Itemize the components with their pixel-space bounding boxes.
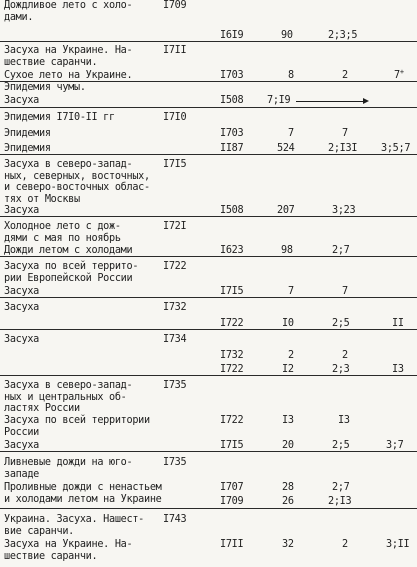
value-count: I2 [282, 364, 294, 375]
value-count: 98 [281, 245, 293, 256]
event-year: I735 [163, 457, 187, 468]
value-count: 524 [277, 143, 295, 154]
value-count: 28 [282, 482, 294, 493]
value-count: 32 [282, 539, 294, 550]
value-year: I732 [220, 350, 244, 361]
value-period: 2;3 [332, 364, 350, 375]
event-year: I722 [163, 261, 187, 272]
value-count: 2 [288, 350, 294, 361]
event-text: Засуха [4, 95, 40, 106]
value-year: I707 [220, 482, 244, 493]
value-count: 26 [282, 496, 294, 507]
value-year: I623 [220, 245, 244, 256]
event-text: Проливные дожди с ненастьем и холодами летом на Украине [4, 482, 162, 505]
event-text: Засуха [4, 334, 40, 345]
event-year: I7I0 [163, 112, 187, 123]
value-count: 7 [288, 286, 294, 297]
value-count: 90 [281, 30, 293, 41]
value-year: I709 [220, 496, 244, 507]
event-text: Сухое лето на Украине. Эпидемия чумы. [4, 70, 133, 93]
row-rule [0, 81, 417, 82]
value-period: 2;5 [332, 318, 350, 329]
value-year: I7I5 [220, 440, 244, 451]
value-extra: II [392, 318, 404, 329]
value-period: 2;5 [332, 440, 350, 451]
event-year: I72I [163, 221, 187, 232]
value-period: 7 [342, 286, 348, 297]
event-year: I7II [163, 45, 187, 56]
arrow-icon [296, 101, 364, 102]
row-rule [0, 508, 417, 509]
event-text: Холодное лето с дож- дями с мая по ноябрь [4, 221, 121, 244]
value-extra: 3;5;7 [381, 143, 411, 154]
event-text: Дождливое лето с холо- дами. [4, 0, 133, 23]
row-rule [0, 375, 417, 376]
value-year: I508 [220, 205, 244, 216]
value-extra-sup: + [399, 68, 404, 76]
event-text: Украина. Засуха. Нашест- вие саранчи. [4, 514, 145, 537]
value-extra: 7+ [394, 68, 404, 81]
event-text: Засуха по всей террито- рии Европейской России [4, 261, 139, 284]
event-year: I735 [163, 380, 187, 391]
event-text: Эпидемия [4, 143, 51, 154]
row-rule [0, 451, 417, 452]
value-period: 2;7 [332, 482, 350, 493]
row-rule [0, 107, 417, 108]
value-count: 7 [288, 128, 294, 139]
value-year: I7II [220, 539, 244, 550]
event-year: I7I5 [163, 159, 187, 170]
event-text: Ливневые дожди на юго- западе [4, 457, 133, 480]
row-rule [0, 329, 417, 330]
event-year: I732 [163, 302, 187, 313]
value-year: I703 [220, 128, 244, 139]
value-year: I722 [220, 415, 244, 426]
event-text: Засуха [4, 302, 40, 313]
value-count: 8 [288, 70, 294, 81]
value-period: 2;7 [332, 245, 350, 256]
event-text: Засуха по всей территории России [4, 415, 150, 438]
value-year: I722 [220, 318, 244, 329]
value-count: I3 [282, 415, 294, 426]
event-text: Засуха [4, 440, 40, 451]
event-text: Эпидемия [4, 128, 51, 139]
value-count: 207 [277, 205, 295, 216]
value-year: II87 [220, 143, 244, 154]
value-year: I6I9 [220, 30, 244, 41]
value-period: 7 [342, 128, 348, 139]
value-period: 2 [342, 539, 348, 550]
value-count: 20 [282, 440, 294, 451]
row-rule [0, 297, 417, 298]
row-rule [0, 216, 417, 217]
value-year: I508 [220, 95, 244, 106]
value-year: I703 [220, 70, 244, 81]
event-text: Засуха в северо-запад- ных, северных, восточных, и северо-восточных облас- тях от Москвы [4, 159, 150, 205]
value-period: 2;I3I [328, 143, 358, 154]
event-text: Засуха в северо-запад- ных и центральных об- ластях России [4, 380, 133, 414]
event-text: Засуха на Украине. На- шествие саранчи. [4, 45, 133, 68]
event-year: I709 [163, 0, 187, 11]
value-period: 3;23 [332, 205, 356, 216]
event-text: Засуха [4, 205, 40, 216]
event-text: Дожди летом с холодами [4, 245, 133, 256]
value-extra: 3;II [386, 539, 410, 550]
value-count: I0 [282, 318, 294, 329]
value-extra: 3;7 [386, 440, 404, 451]
event-text: Засуха [4, 286, 40, 297]
value-period: I3 [338, 415, 350, 426]
row-rule [0, 154, 417, 155]
event-text: Эпидемия I7I0-II гг [4, 112, 115, 123]
value-count: 7;I9 [267, 95, 291, 106]
event-year: I734 [163, 334, 187, 345]
event-text: Засуха на Украине. На- шествие саранчи. [4, 539, 133, 562]
event-year: I743 [163, 514, 187, 525]
value-period: 2;I3 [328, 496, 352, 507]
value-period: 2;3;5 [328, 30, 358, 41]
value-period: 2 [342, 350, 348, 361]
value-period: 2 [342, 70, 348, 81]
row-rule [0, 41, 417, 42]
value-extra: I3 [392, 364, 404, 375]
value-year: I7I5 [220, 286, 244, 297]
value-year: I722 [220, 364, 244, 375]
row-rule [0, 256, 417, 257]
